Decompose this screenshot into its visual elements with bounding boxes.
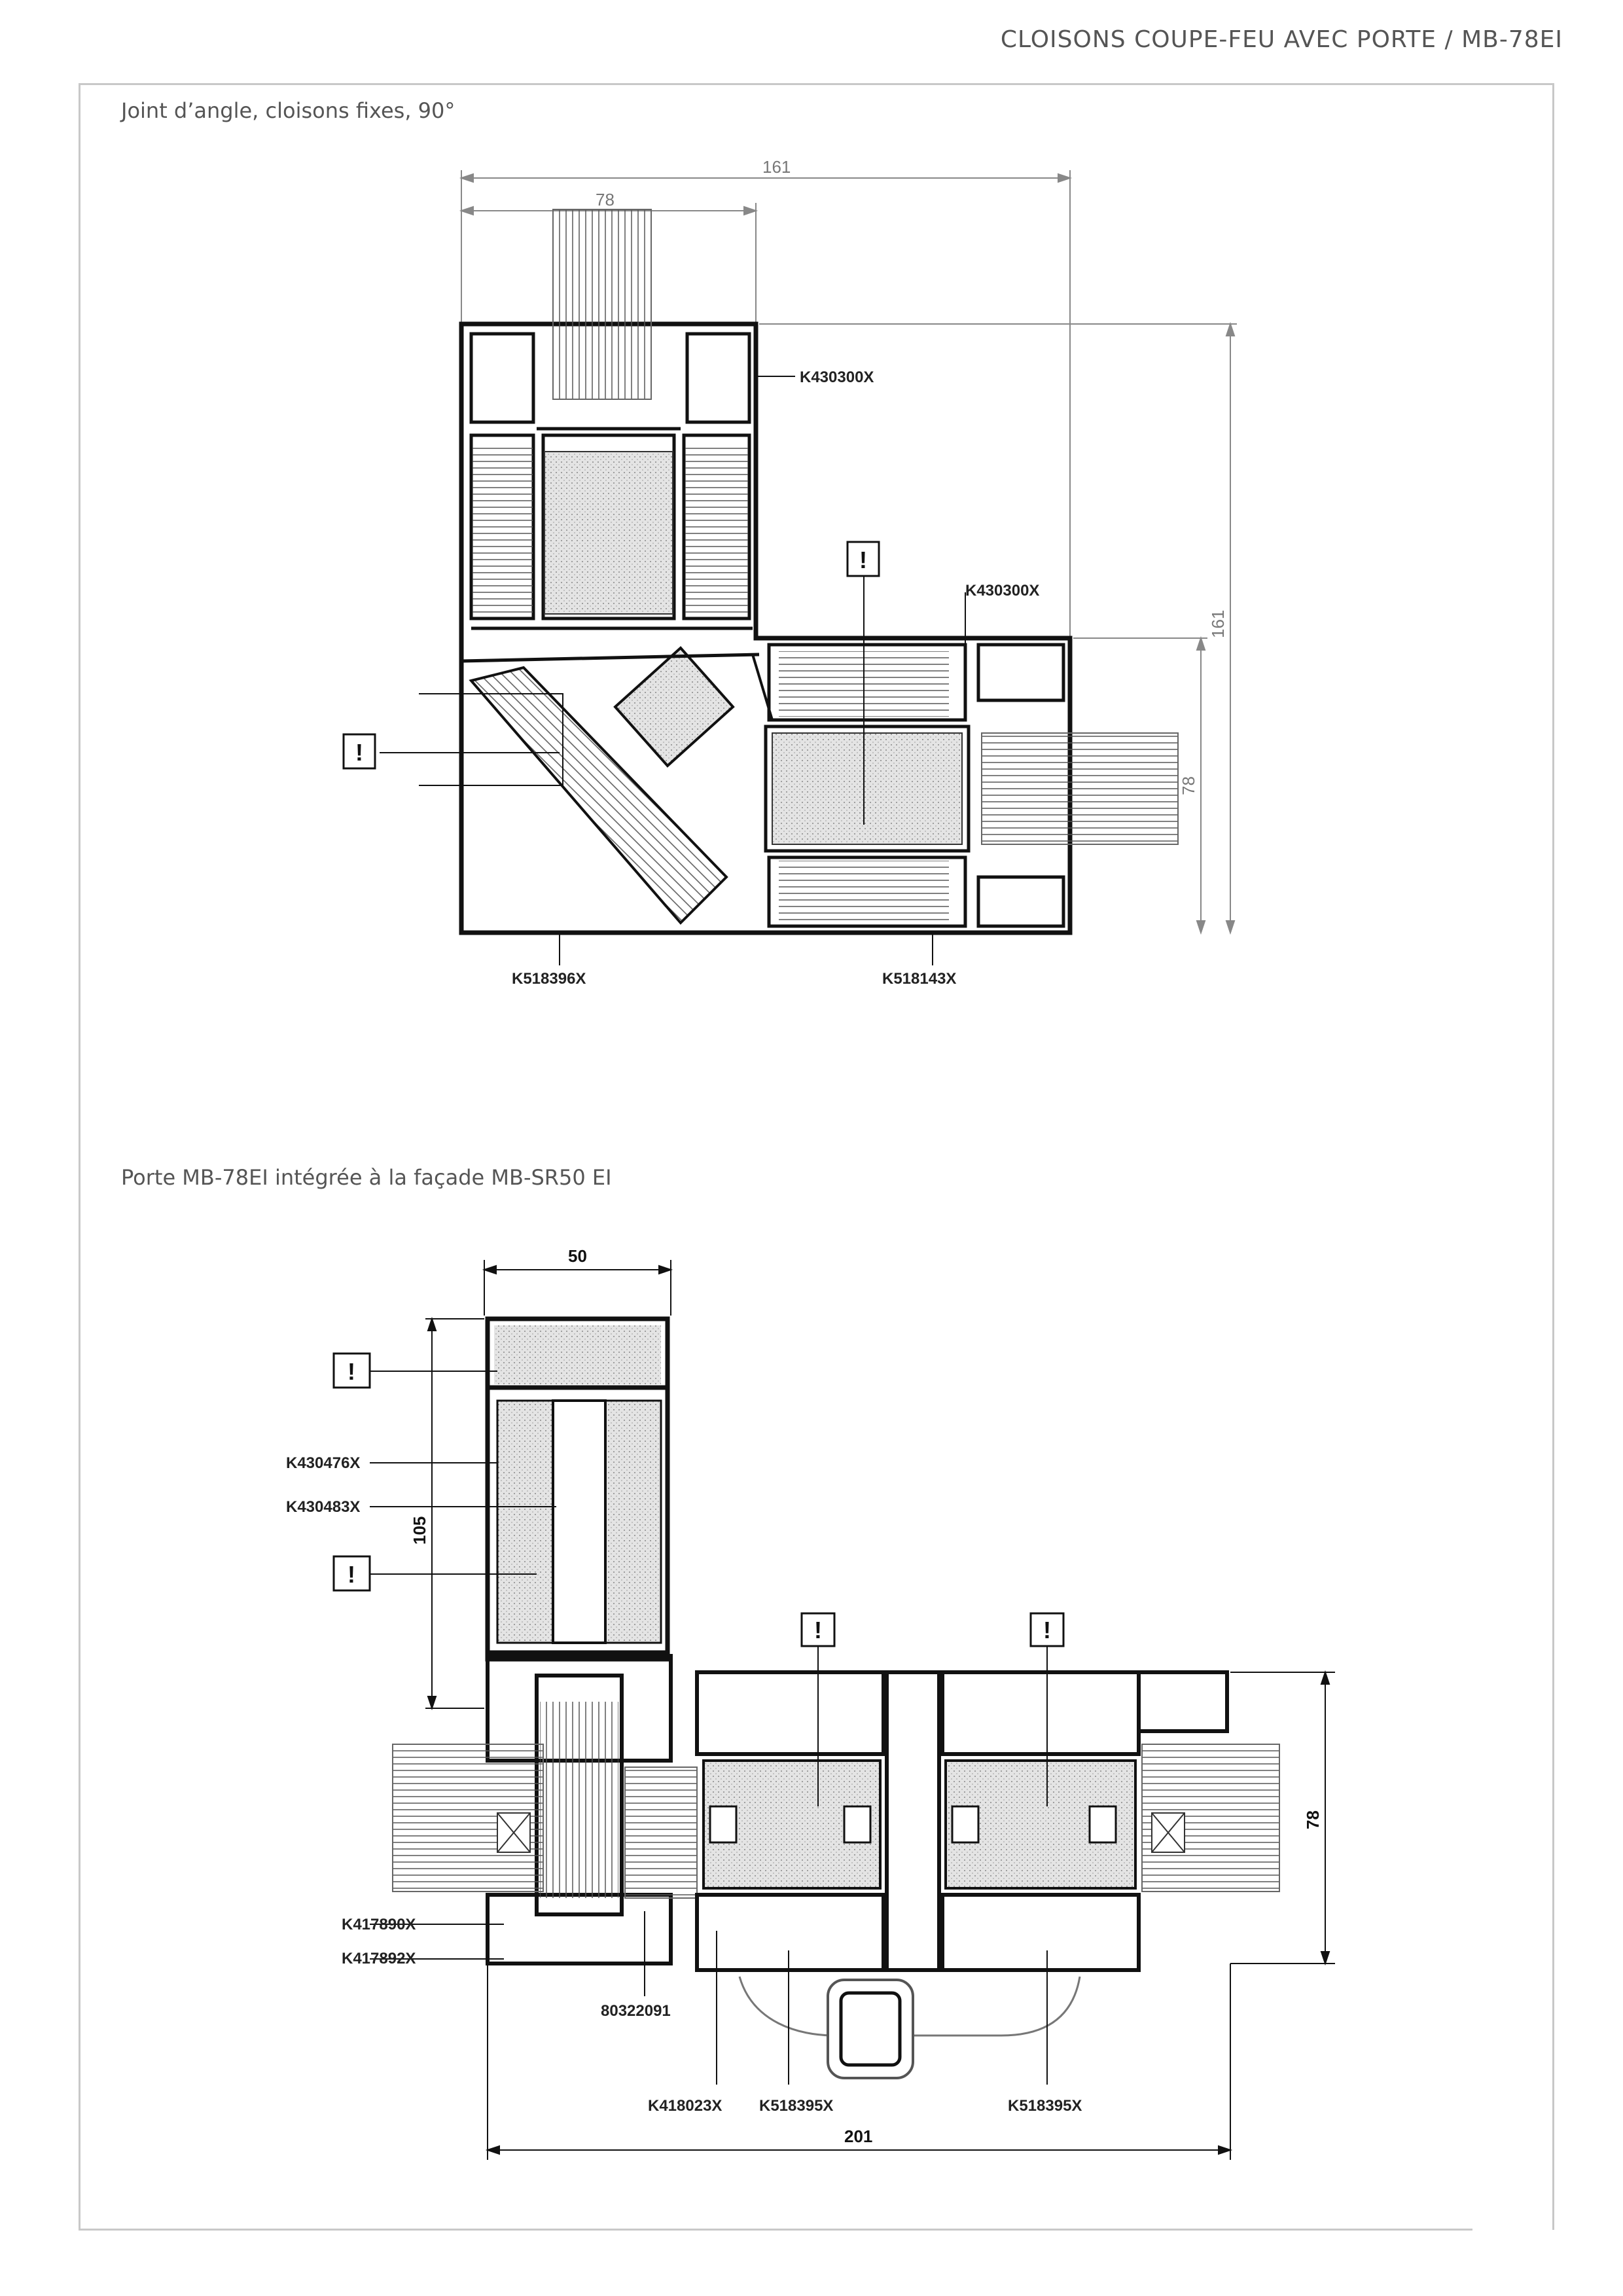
code-k417892x: K417892X [342,1950,416,1967]
code-k430300x-2: K430300X [965,582,1040,600]
warning-box-s2-b [334,1556,370,1590]
code-k430476x: K430476X [286,1454,361,1472]
mullion-left-insulation [497,1401,553,1643]
warning-icon: ! [348,1358,355,1385]
insulation-core-top [544,452,673,614]
insulation-core-right [772,733,962,844]
mullion-center-chamber [553,1401,605,1643]
mullion-right-insulation [605,1401,661,1643]
code-k417890x: K417890X [342,1916,416,1933]
section1-title: Joint d’angle, cloisons fixes, 90° [121,98,455,123]
dim-78-top: 78 [596,190,615,209]
dim-161-right: 161 [1208,609,1228,638]
code-k518395x-2: K518395X [1008,2097,1082,2115]
door-leaf-glazing [540,1702,618,1898]
warning-icon: ! [1043,1617,1051,1643]
warning-icon: ! [355,739,363,766]
door-handle [740,1977,1080,2078]
middle-glazing [625,1767,697,1898]
dim-50: 50 [568,1246,587,1266]
code-k518143x: K518143X [882,970,957,988]
insulation-right-bottom [779,861,949,923]
warning-icon: ! [348,1561,355,1588]
code-k430300x-1: K430300X [800,368,874,386]
dim-201: 201 [844,2126,873,2146]
door-facade-drawing [286,1246,1335,2160]
warning-icon: ! [859,547,867,573]
code-k418023x: K418023X [648,2097,722,2115]
code-k430483x: K430483X [286,1498,361,1516]
code-80322091: 80322091 [601,2002,671,2020]
mullion-top-insulation [494,1325,661,1384]
top-glazing-pane [553,209,651,399]
warning-box-s1-a [847,542,879,576]
code-k518396x: K518396X [512,970,586,988]
dimension-50 [484,1260,671,1316]
corner-joint-drawing [344,157,1237,988]
dimension-105 [425,1319,484,1708]
warning-icon: ! [814,1617,822,1643]
dim-78-right: 78 [1179,776,1198,795]
warning-box-s2-a [334,1354,370,1388]
code-k518395x-1: K518395X [759,2097,834,2115]
warning-box-s2-c [802,1613,834,1646]
warning-box-s1-b [344,734,375,768]
warning-box-s2-d [1031,1613,1063,1646]
insulation-right [685,445,748,617]
right-glazing-pane [982,733,1178,844]
dim-161-top: 161 [762,157,791,177]
insulation-left [473,445,533,617]
page-header: CLOISONS COUPE-FEU AVEC PORTE / MB-78EI [1000,26,1563,53]
section2-title: Porte MB-78EI intégrée à la façade MB-SR50 EI [121,1165,612,1190]
dim-78: 78 [1303,1810,1323,1829]
leader-lines-s2 [370,1371,1047,2085]
dim-105: 105 [410,1516,429,1545]
